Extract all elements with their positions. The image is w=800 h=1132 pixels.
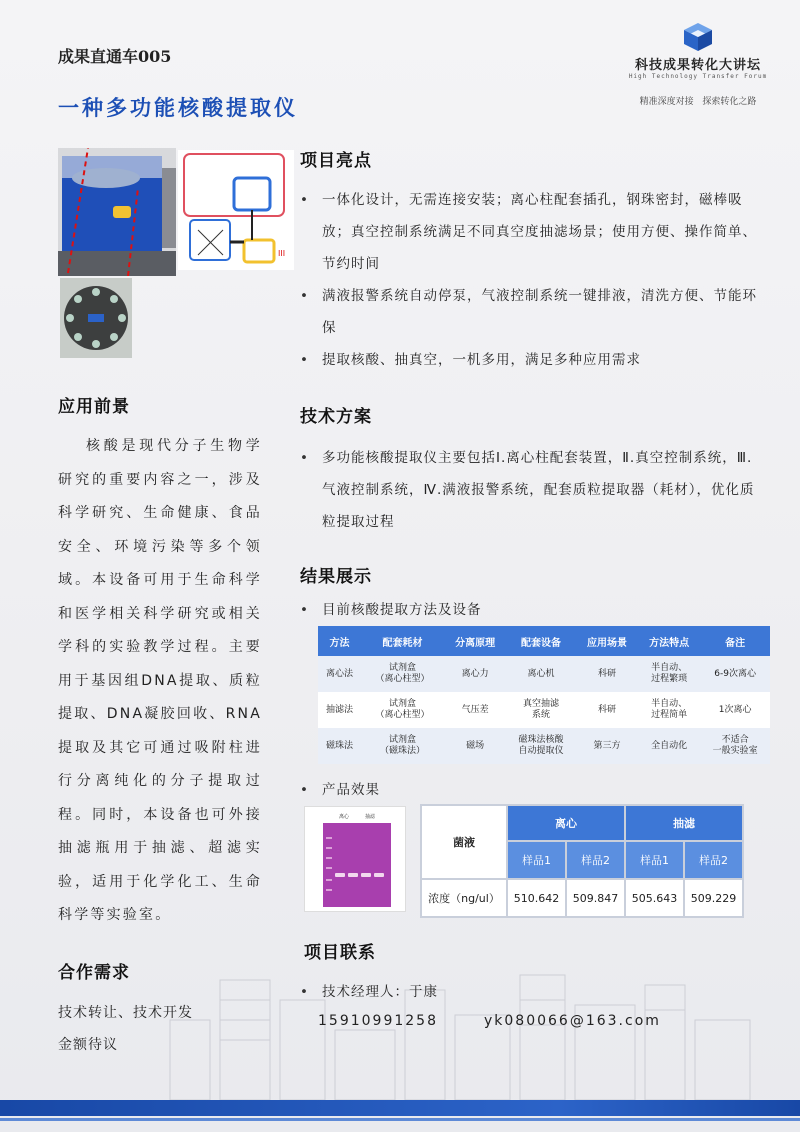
table-cell: 509.847 (566, 879, 625, 917)
table-cell: 浓度（ng/ul） (421, 879, 507, 917)
contact-email[interactable]: yk080066@163.com (484, 1013, 661, 1029)
table-header: 抽滤 (625, 805, 743, 841)
rotor-photo (60, 278, 132, 358)
contact-list (300, 976, 600, 1008)
table-cell: 磁场 (444, 728, 506, 764)
table-row (318, 728, 770, 764)
table-row (318, 692, 770, 728)
table-cell: 离心力 (444, 656, 506, 692)
table-cell: 试剂盒 （离心柱型） (361, 692, 444, 728)
table-cell: 509.229 (684, 879, 743, 917)
system-diagram (178, 150, 294, 270)
list-item: • 提取核酸、抽真空，一机多用，满足多种应用需求 (300, 344, 762, 376)
gel-image (304, 806, 406, 912)
device-photo (58, 148, 176, 276)
table-cell: 试剂盒 （磁珠法） (361, 728, 444, 764)
table-row (421, 879, 743, 917)
list-item: • 一体化设计，无需连接安装；离心柱配套插孔，钢珠密封，磁棒吸放；真空控制系统满足不同真空度抽滤场景；使用方便、操作简单、节约时间 (300, 184, 762, 280)
table-header: 方法特点 (638, 626, 700, 656)
list-item: • 多功能核酸提取仪主要包括Ⅰ.离心柱配套装置，Ⅱ.真空控制系统，Ⅲ.气液控制系统，Ⅳ.满液报警系统，配套质粒提取器（耗材），优化质粒提取过程 (300, 442, 762, 538)
table-cell: 抽滤法 (318, 692, 361, 728)
table-cell: 第三方 (576, 728, 638, 764)
effect-table (420, 804, 744, 918)
page-title: 一种多功能核酸提取仪 (58, 96, 298, 120)
table-cell: 半自动、 过程繁琐 (638, 656, 700, 692)
logo-slogan: 精准深度对接 探索转化之路 (639, 97, 757, 107)
table-cell: 离心法 (318, 656, 361, 692)
logo-title: 科技成果转化大讲坛 (634, 58, 761, 73)
cooperation-line-1: 技术转让、技术开发 (58, 1005, 193, 1021)
table-cell: 6-9次离心 (700, 656, 770, 692)
table-header: 样品2 (566, 841, 625, 879)
results-heading: 结果展示 (300, 567, 372, 587)
contact-manager: • 技术经理人：于康 (300, 976, 600, 1008)
gel-label-1: 离心 (339, 814, 350, 820)
contact-phone: 15910991258 (318, 1013, 438, 1029)
highlights-list (300, 184, 762, 376)
table-cell: 菌液 (421, 805, 507, 879)
list-item: • 产品效果 (300, 774, 500, 806)
application-heading: 应用前景 (58, 397, 130, 417)
gel-label-2: 抽滤 (365, 814, 376, 820)
table-cell: 不适合 一般实验室 (700, 728, 770, 764)
tech-heading: 技术方案 (300, 407, 372, 427)
effect-label (300, 774, 500, 806)
table-cell: 1次离心 (700, 692, 770, 728)
table-cell: 510.642 (507, 879, 566, 917)
table-header: 配套耗材 (361, 626, 444, 656)
table-header: 离心 (507, 805, 625, 841)
serial-number: 成果直通车005 (58, 47, 172, 66)
table-cell: 全自动化 (638, 728, 700, 764)
table-header: 样品2 (684, 841, 743, 879)
cube-logo-icon (681, 22, 715, 52)
table-cell: 磁珠法 (318, 728, 361, 764)
table-cell: 科研 (576, 656, 638, 692)
application-text: 核酸是现代分子生物学研究的重要内容之一，涉及科学研究、生命健康、食品安全、环境污染等多个领域。本设备可用于生命科学和医学相关科学研究或相关学科的实验教学过程。主要用于基因组DNA提取、质粒提取、DNA凝胶回收、RNA提取及其它可通过吸附柱进行分离纯化的分子提取过程。同时，本设备也可外接抽滤瓶用于抽滤、超滤实验，适用于化学化工、生命科学等实验室。 (58, 438, 262, 923)
table-header: 样品1 (625, 841, 684, 879)
tech-list (300, 442, 762, 538)
table-cell: 505.643 (625, 879, 684, 917)
forum-logo (628, 22, 768, 107)
table-header: 备注 (700, 626, 770, 656)
table-cell: 气压差 (444, 692, 506, 728)
cooperation-heading: 合作需求 (58, 963, 130, 983)
svg-text:III: III (278, 249, 286, 258)
list-item: • 目前核酸提取方法及设备 (300, 594, 762, 626)
table-header: 样品1 (507, 841, 566, 879)
logo-subtitle: High Technology Transfer Forum (628, 73, 768, 80)
table-cell: 半自动、 过程简单 (638, 692, 700, 728)
highlights-heading: 项目亮点 (300, 151, 372, 171)
table-header: 分离原理 (444, 626, 506, 656)
table-cell: 离心机 (506, 656, 576, 692)
table-header: 应用场景 (576, 626, 638, 656)
table-cell: 试剂盒 （离心柱型） (361, 656, 444, 692)
table-cell: 科研 (576, 692, 638, 728)
cooperation-line-2: 金额待议 (58, 1037, 118, 1053)
contact-heading: 项目联系 (304, 943, 376, 963)
table-header: 配套设备 (506, 626, 576, 656)
table-cell: 真空抽滤 系统 (506, 692, 576, 728)
methods-label (300, 594, 762, 626)
table-cell: 磁珠法核酸 自动提取仪 (506, 728, 576, 764)
table-row (318, 656, 770, 692)
methods-table (318, 626, 770, 764)
list-item: • 满液报警系统自动停泵，气液控制系统一键排液，清洗方便、节能环保 (300, 280, 762, 344)
footer-line (0, 1118, 800, 1121)
table-header: 方法 (318, 626, 361, 656)
footer-bar (0, 1100, 800, 1116)
